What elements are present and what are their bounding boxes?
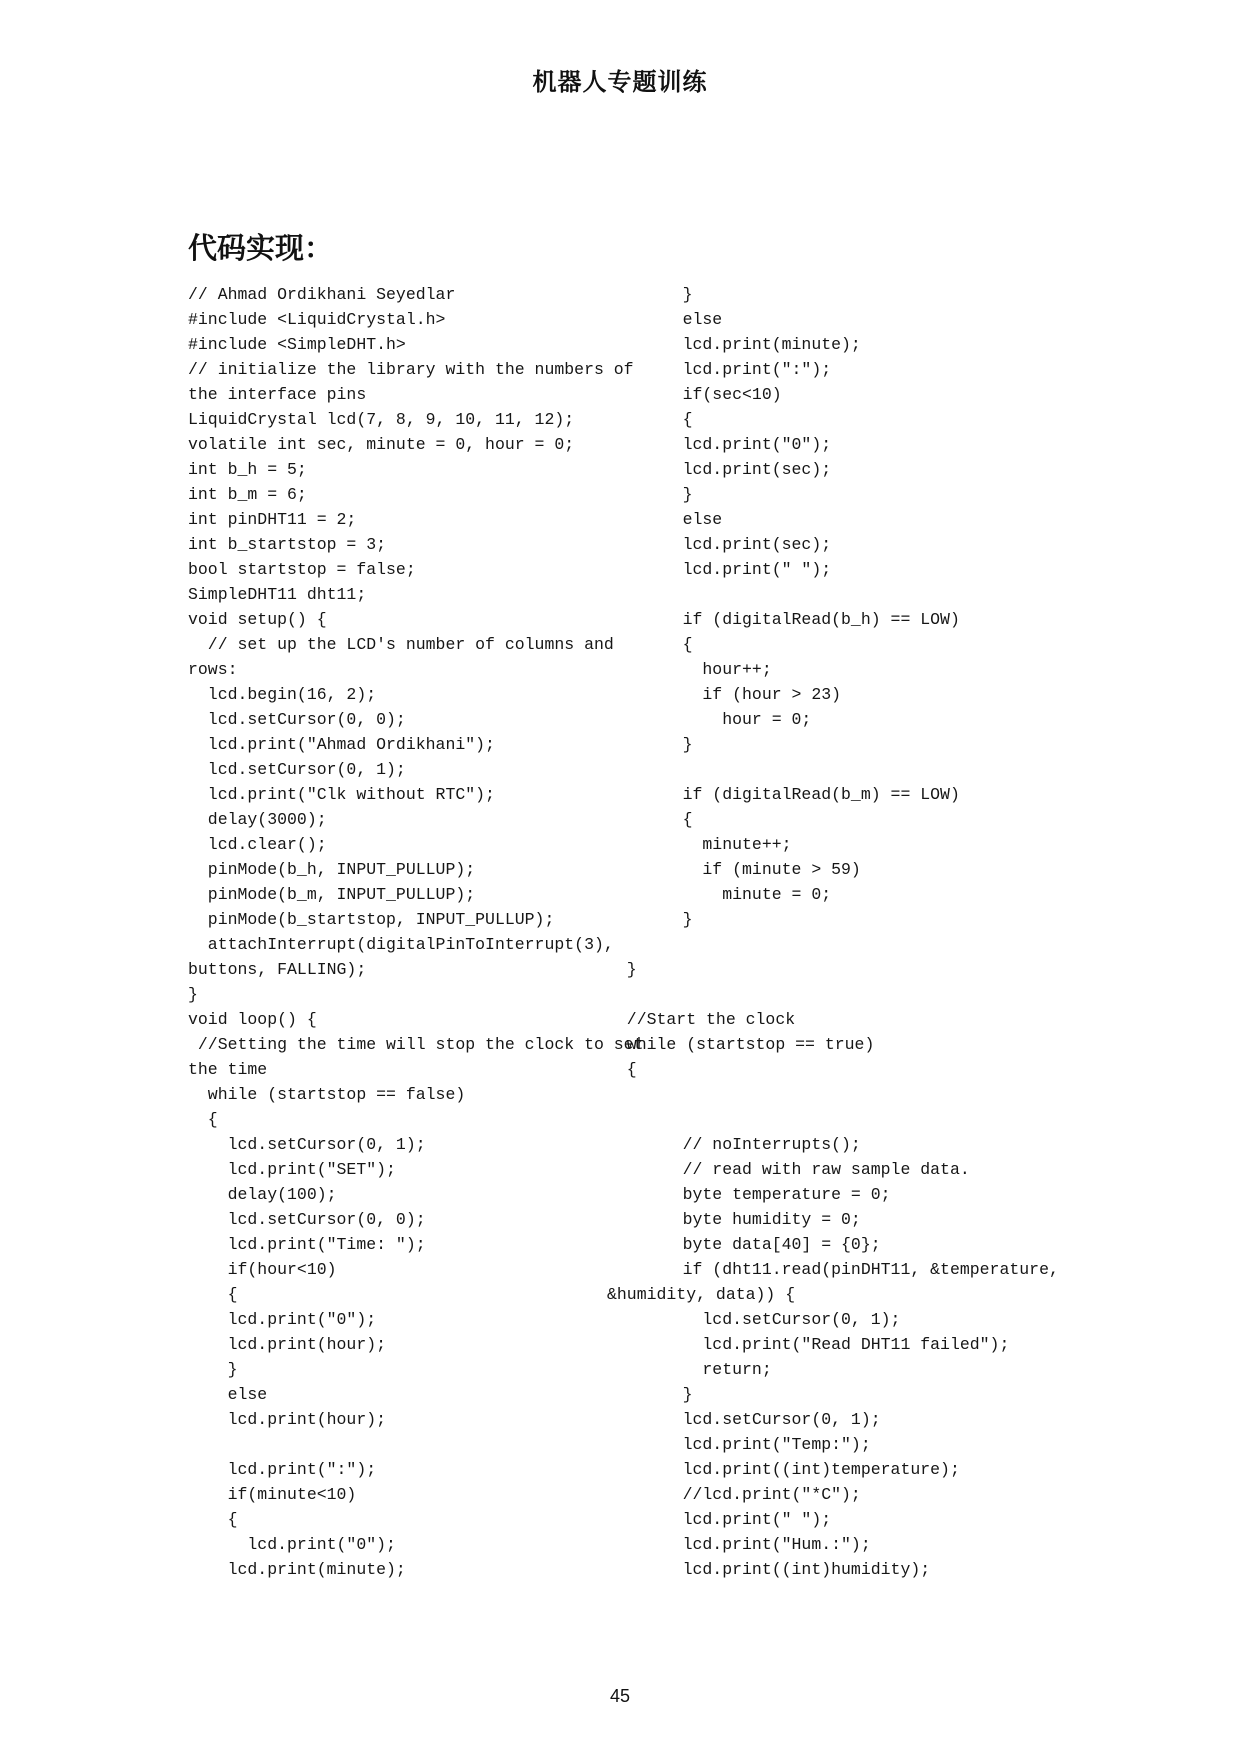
code-line: lcd.print((int)temperature);: [643, 1460, 960, 1479]
code-line: else: [643, 310, 723, 329]
code-line: lcd.print(sec);: [643, 460, 832, 479]
code-line: int b_startstop = 3;: [188, 535, 387, 554]
code-line: {: [643, 810, 693, 829]
code-line: lcd.print(":");: [188, 1460, 377, 1479]
code-line: lcd.print("Read DHT11 failed");: [643, 1335, 1010, 1354]
code-line: //Setting the time will stop the clock to set: [188, 1035, 644, 1054]
code-line: lcd.setCursor(0, 1);: [643, 1310, 901, 1329]
code-line: lcd.setCursor(0, 1);: [188, 760, 406, 779]
code-line: pinMode(b_startstop, INPUT_PULLUP);: [188, 910, 555, 929]
code-line: SimpleDHT11 dht11;: [188, 585, 367, 604]
code-line: &humidity, data)) {: [607, 1285, 796, 1304]
code-line: //Start the clock: [607, 1010, 796, 1029]
code-line: [643, 582, 1083, 607]
code-line: }: [643, 910, 693, 929]
code-line: }: [188, 985, 198, 1004]
code-line: byte temperature = 0;: [643, 1185, 891, 1204]
code-listing-left-column: [188, 282, 644, 1582]
code-line: {: [188, 1110, 218, 1129]
code-line: else: [188, 1385, 268, 1404]
code-line: the time: [188, 1060, 268, 1079]
code-line: {: [643, 410, 693, 429]
code-line: if (digitalRead(b_h) == LOW): [643, 610, 960, 629]
code-line: }: [643, 1385, 693, 1404]
code-line: [643, 757, 1083, 782]
code-line: lcd.setCursor(0, 1);: [643, 1410, 881, 1429]
code-line: //lcd.print("*C");: [643, 1485, 861, 1504]
code-line: {: [188, 1285, 238, 1304]
code-line: lcd.print((int)humidity);: [643, 1560, 931, 1579]
code-line: rows:: [188, 660, 238, 679]
code-line: [643, 1107, 1083, 1132]
code-line: lcd.print("Temp:");: [643, 1435, 871, 1454]
code-line: if (dht11.read(pinDHT11, &temperature,: [643, 1260, 1059, 1279]
code-line: // set up the LCD's number of columns and: [188, 635, 614, 654]
code-line: }: [607, 960, 637, 979]
code-line: minute = 0;: [643, 885, 832, 904]
code-line: #include <LiquidCrystal.h>: [188, 310, 446, 329]
code-line: lcd.print("Ahmad Ordikhani");: [188, 735, 495, 754]
code-line: int b_h = 5;: [188, 460, 307, 479]
code-line: }: [643, 485, 693, 504]
code-line: lcd.clear();: [188, 835, 327, 854]
code-line: attachInterrupt(digitalPinToInterrupt(3),: [188, 935, 614, 954]
code-line: hour++;: [643, 660, 772, 679]
code-line: if(minute<10): [188, 1485, 357, 1504]
code-line: }: [643, 285, 693, 304]
code-line: lcd.print("Hum.:");: [643, 1535, 871, 1554]
code-line: lcd.print("Clk without RTC");: [188, 785, 495, 804]
code-line: the interface pins: [188, 385, 367, 404]
code-line: pinMode(b_h, INPUT_PULLUP);: [188, 860, 476, 879]
code-line: [643, 982, 1083, 1007]
code-line: [188, 1432, 628, 1457]
code-line: void loop() {: [188, 1010, 317, 1029]
code-line: int b_m = 6;: [188, 485, 307, 504]
code-line: lcd.print("Time: ");: [188, 1235, 426, 1254]
code-listing-right-column: [607, 282, 1083, 1582]
code-line: lcd.print(hour);: [188, 1410, 387, 1429]
code-line: // initialize the library with the numbers of: [188, 360, 634, 379]
code-line: // Ahmad Ordikhani Seyedlar: [188, 285, 456, 304]
code-line: [643, 1082, 1083, 1107]
section-heading: 代码实现：: [188, 231, 334, 265]
code-line: if (minute > 59): [643, 860, 861, 879]
code-line: int pinDHT11 = 2;: [188, 510, 357, 529]
code-line: lcd.print(minute);: [188, 1560, 406, 1579]
code-line: {: [643, 635, 693, 654]
code-line: volatile int sec, minute = 0, hour = 0;: [188, 435, 575, 454]
code-line: buttons, FALLING);: [188, 960, 367, 979]
code-line: lcd.print("0");: [643, 435, 832, 454]
code-line: {: [188, 1510, 238, 1529]
code-line: }: [188, 1360, 238, 1379]
code-line: {: [607, 1060, 637, 1079]
code-line: if(sec<10): [643, 385, 782, 404]
code-line: #include <SimpleDHT.h>: [188, 335, 406, 354]
code-line: while (startstop == false): [188, 1085, 466, 1104]
page-header-title: 机器人专题训练: [532, 68, 708, 96]
code-line: if (digitalRead(b_m) == LOW): [643, 785, 960, 804]
code-line: }: [643, 735, 693, 754]
code-line: pinMode(b_m, INPUT_PULLUP);: [188, 885, 476, 904]
code-line: else: [643, 510, 723, 529]
code-line: LiquidCrystal lcd(7, 8, 9, 10, 11, 12);: [188, 410, 575, 429]
code-line: lcd.begin(16, 2);: [188, 685, 377, 704]
code-line: lcd.print(" ");: [643, 560, 832, 579]
code-line: byte data[40] = {0};: [643, 1235, 881, 1254]
code-line: delay(3000);: [188, 810, 327, 829]
code-line: void setup() {: [188, 610, 327, 629]
code-line: if(hour<10): [188, 1260, 337, 1279]
code-line: lcd.print("0");: [188, 1310, 377, 1329]
code-line: [643, 932, 1083, 957]
code-line: // noInterrupts();: [643, 1135, 861, 1154]
code-line: lcd.print(" ");: [643, 1510, 832, 1529]
code-line: lcd.setCursor(0, 0);: [188, 710, 406, 729]
code-line: lcd.print("0");: [188, 1535, 396, 1554]
page-number: 45: [609, 1686, 631, 1706]
code-line: lcd.setCursor(0, 0);: [188, 1210, 426, 1229]
code-line: minute++;: [643, 835, 792, 854]
code-line: while (startstop == true): [607, 1035, 875, 1054]
code-line: lcd.print(":");: [643, 360, 832, 379]
code-line: return;: [643, 1360, 772, 1379]
code-line: bool startstop = false;: [188, 560, 416, 579]
code-line: lcd.print(hour);: [188, 1335, 387, 1354]
code-line: lcd.setCursor(0, 1);: [188, 1135, 426, 1154]
code-line: lcd.print(minute);: [643, 335, 861, 354]
code-line: delay(100);: [188, 1185, 337, 1204]
code-line: byte humidity = 0;: [643, 1210, 861, 1229]
code-line: lcd.print(sec);: [643, 535, 832, 554]
code-line: lcd.print("SET");: [188, 1160, 396, 1179]
code-line: // read with raw sample data.: [643, 1160, 970, 1179]
code-line: if (hour > 23): [643, 685, 842, 704]
code-line: hour = 0;: [643, 710, 812, 729]
